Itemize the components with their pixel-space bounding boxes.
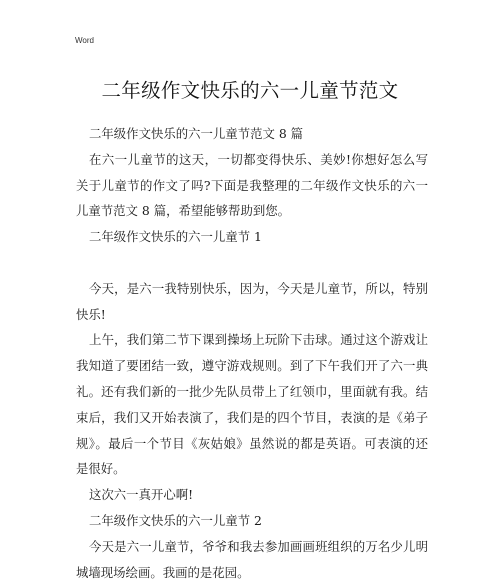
section-heading-1: 二年级作文快乐的六一儿童节 1	[89, 229, 262, 245]
paragraph-intro: 在六一儿童节的这天，一切都变得快乐、美妙!你想好怎么写关于儿童节的作文了吗?下面是我整理的二年级作文快乐的六一儿童节范文 8 篇，希望能够帮助到您。	[76, 151, 428, 219]
paragraph-body: 今天，是六一我特别快乐，因为，今天是儿童节，所以，特别快乐!	[76, 280, 428, 322]
document-body	[76, 121, 428, 585]
paragraph-body: 上午，我们第二节下课到操场上玩阶下击球。通过这个游戏让我知道了要团结一致，遵守游戏规则。到了下午我们开了六一典礼。还有我们新的一批少先队员带上了红领巾，里面就有我。结束后，我们又开始表演了，我们是的四个节目，表演的是《弟子规》。最后一个节目《灰姑娘》虽然说的都是英语。可表演的还是很好。	[76, 332, 428, 477]
document-title: 二年级作文快乐的六一儿童节范文	[101, 79, 399, 102]
app-header-label: Word	[75, 36, 94, 45]
section-heading-2: 二年级作文快乐的六一儿童节 2	[89, 512, 262, 528]
paragraph-body: 这次六一真开心啊!	[89, 487, 194, 503]
paragraph-body: 今天是六一儿童节，爷爷和我去参加画画班组织的万名少儿明城墙现场绘画。我画的是花园。	[76, 538, 428, 580]
paragraph-subtitle: 二年级作文快乐的六一儿童节范文 8 篇	[89, 126, 304, 141]
blank-line	[76, 250, 428, 276]
